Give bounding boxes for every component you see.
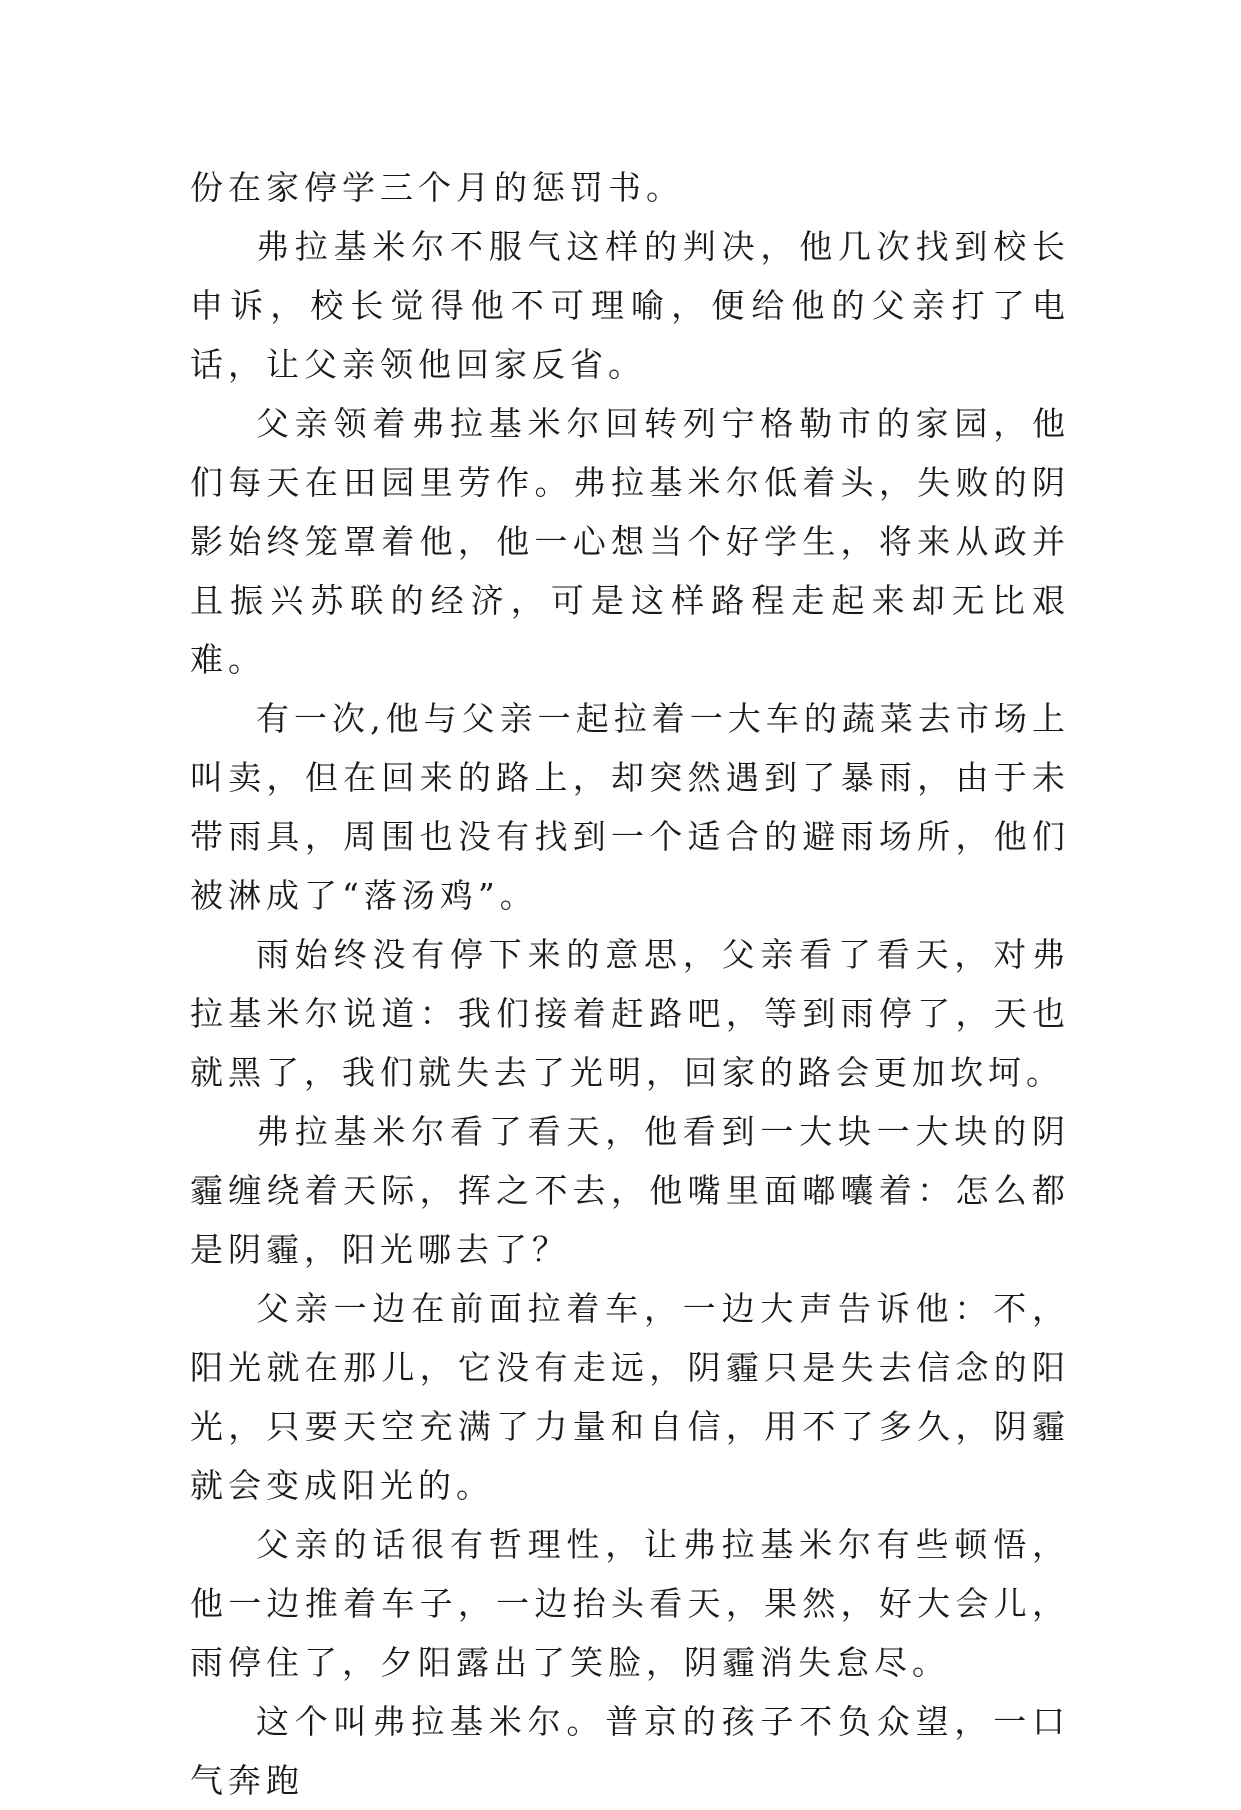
paragraph-3: 父亲领着弗拉基米尔回转列宁格勒市的家园，他们每天在田园里劳作。弗拉基米尔低着头，失败的阴影始终笼罩着他，他一心想当个好学生，将来从政并且振兴苏联的经济，可是这样路程走起来却无比艰难。 — [190, 404, 1070, 679]
paragraph-9: 这个叫弗拉基米尔。普京的孩子不负众望，一口气奔跑 — [190, 1702, 1070, 1800]
paragraph-4: 有一次,他与父亲一起拉着一大车的蔬菜去市场上叫卖，但在回来的路上，却突然遇到了暴雨，由于未带雨具，周围也没有找到一个适合的避雨场所，他们被淋成了“落汤鸡”。 — [190, 699, 1070, 915]
paragraph-7: 父亲一边在前面拉着车，一边大声告诉他：不，阳光就在那儿，它没有走远，阴霾只是失去信念的阳光，只要天空充满了力量和自信，用不了多久，阴霾就会变成阳光的。 — [190, 1289, 1070, 1505]
document-body — [190, 158, 1070, 1810]
paragraph-6: 弗拉基米尔看了看天，他看到一大块一大块的阴霾缠绕着天际，挥之不去，他嘴里面嘟囔着：怎么都是阴霾，阳光哪去了？ — [190, 1112, 1070, 1269]
paragraph-5: 雨始终没有停下来的意思，父亲看了看天，对弗拉基米尔说道：我们接着赶路吧，等到雨停了，天也就黑了，我们就失去了光明，回家的路会更加坎坷。 — [190, 935, 1070, 1092]
paragraph-8: 父亲的话很有哲理性，让弗拉基米尔有些顿悟，他一边推着车子，一边抬头看天，果然，好大会儿，雨停住了，夕阳露出了笑脸，阴霾消失怠尽。 — [190, 1525, 1070, 1682]
paragraph-1: 份在家停学三个月的惩罚书。 — [190, 168, 684, 207]
paragraph-2: 弗拉基米尔不服气这样的判决，他几次找到校长申诉，校长觉得他不可理喻，便给他的父亲打了电话，让父亲领他回家反省。 — [190, 227, 1070, 384]
